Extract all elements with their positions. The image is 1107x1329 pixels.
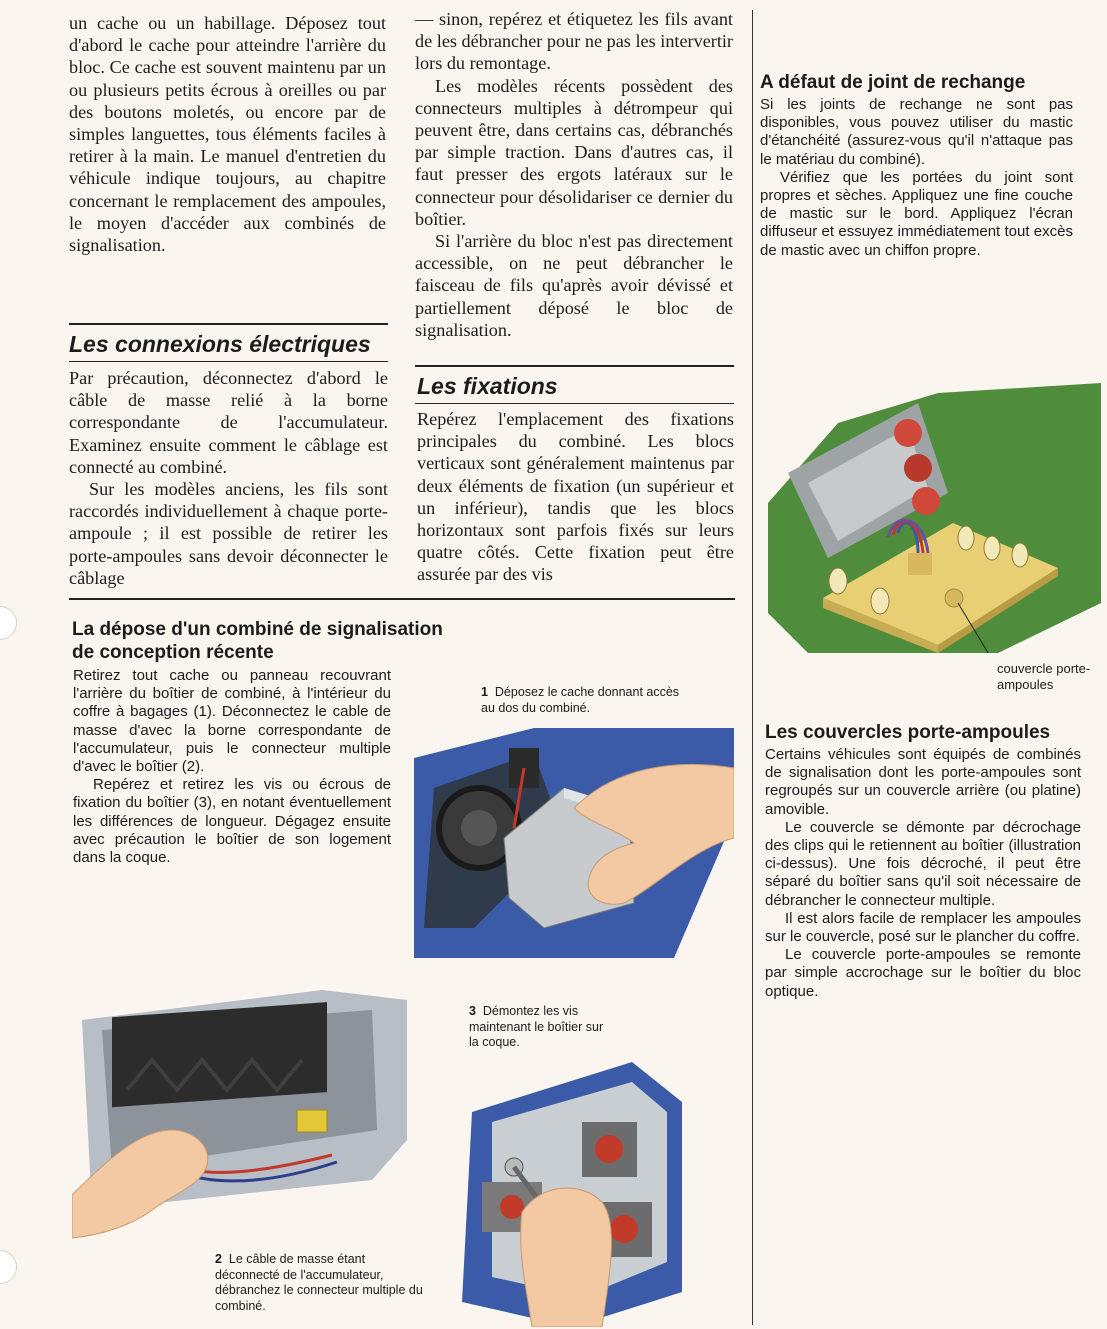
intro-paragraph: un cache ou un habillage. Déposez tout d'abord le cache pour atteindre l'arrière du bloc. Ce cache est souvent maintenu par un ou plusieurs petits écrous à oreilles ou par des boutons moletés, ou encore par de simples languettes, tous éléments faciles à retirer à la main. Le manuel d'entretien du véhicule indique toujours, au chapitre concernant le remplacement des ampoules, le moyen d'accéder aux combinés de signalisation. xyxy=(69,13,386,256)
connexions-paragraph-1: Par précaution, déconnectez d'abord le câble de masse relié à la borne correspondante de l'accumulateur. Examinez ensuite comment le câblage est connecté au combiné. xyxy=(69,368,388,477)
caption-3-text: Démontez les vis maintenant le boîtier sur la coque. xyxy=(469,1004,604,1049)
fixations-title: Les fixations xyxy=(417,373,558,399)
caption-2-text: Le câble de masse étant déconnecté de l'accumulateur, débranchez le connecteur multiple du combiné. xyxy=(215,1252,423,1313)
rule-fixations xyxy=(415,365,734,367)
col1-intro xyxy=(69,12,386,256)
rule-fixations-under xyxy=(415,403,734,404)
caption-3 xyxy=(469,1004,609,1051)
fixations-paragraph: Repérez l'emplacement des fixations principales du combiné. Les blocs verticaux sont généralement maintenus par deux éléments de fixation (un supérieur et un inférieur), tandis que les blocs horizontaux sont parfois fixés sur leurs quatre côtés. Cette fixation peut être assurée par des vis xyxy=(417,409,734,585)
couvercles-paragraph-2: Le couvercle se démonte par décrochage des clips qui le retiennent au boîtier (illustration ci-dessus). Une fois décroché, il peut être séparé du boîtier sans qu'il soit nécessaire de débrancher le connecteur multiple. xyxy=(765,818,1081,909)
col3-couvercles xyxy=(765,746,1081,1001)
binder-hole-top xyxy=(0,606,17,640)
depose-title-line-2: de conception récente xyxy=(72,642,274,663)
illustration-label: couvercle porte-ampoules xyxy=(997,661,1091,692)
rule-lower-section xyxy=(69,598,735,600)
rule-connexions-under xyxy=(69,361,388,362)
col2-paragraph-3: Si l'arrière du bloc n'est pas directement accessible, on ne peut débrancher le faisceau de fils qu'après avoir dévissé et partiellement déposé le bloc de signalisation. xyxy=(415,231,733,340)
rule-connexions xyxy=(69,323,388,325)
caption-1-text: Déposez le cache donnant accès au dos du combiné. xyxy=(481,685,680,715)
couvercles-title: Les couvercles porte-ampoules xyxy=(765,722,1051,743)
depose-body xyxy=(73,667,391,867)
couvercles-paragraph-1: Certains véhicules sont équipés de combinés de signalisation dont les porte-ampoules sont regroupés sur un couvercle arrière (ou platine) amovible. xyxy=(765,746,1081,818)
screwdriver-removal-illustration xyxy=(452,1062,682,1327)
depose-title-line-1: La dépose d'un combiné de signalisation xyxy=(72,619,443,640)
caption-1 xyxy=(481,685,691,716)
col2-fixations xyxy=(417,408,734,586)
caption-1-number: 1 xyxy=(481,685,488,699)
hand-removing-cover-illustration xyxy=(414,728,734,958)
defaut-paragraph-1: Si les joints de rechange ne sont pas disponibles, vous pouvez utiliser du mastic d'étanchéité (assurez-vous qu'il n'attaque pas le matériau du combiné). xyxy=(760,96,1073,168)
couvercles-paragraph-4: Le couvercle porte-ampoules se remonte par simple accrochage sur le boîtier du bloc optique. xyxy=(765,946,1081,1000)
connexions-paragraph-2: Sur les modèles anciens, les fils sont raccordés individuellement à chaque porte-ampoule ; il est possible de retirer les porte-ampoules sans devoir déconnecter le câblage xyxy=(69,479,388,588)
caption-2 xyxy=(215,1252,430,1314)
connector-unplug-illustration xyxy=(72,980,412,1240)
couvercles-paragraph-3: Il est alors facile de remplacer les ampoules sur le couvercle, posé sur le plancher du coffre. xyxy=(765,909,1081,946)
caption-2-number: 2 xyxy=(215,1252,222,1266)
defaut-paragraph-2: Vérifiez que les portées du joint sont propres et sèches. Appliquez une fine couche de mastic sur le bord. Appliquez l'écran diffuseur et essuyez immédiatement tout excès de mastic avec un chiffon propre. xyxy=(760,168,1073,259)
depose-title xyxy=(72,618,552,664)
bulb-cover-illustration xyxy=(768,383,1101,653)
col2-paragraph-2: Les modèles récents possèdent des connecteurs multiples à détrompeur qui peuvent être, dans certains cas, débranchés par simple traction. Dans d'autres cas, il faut presser des ergots latéraux sur le connecteur pour désolidariser ce dernier du boîtier. xyxy=(415,75,733,229)
depose-paragraph-1: Retirez tout cache ou panneau recouvrant l'arrière du boîtier de combiné, à l'intérieur du coffre à bagages (1). Déconnectez le cable de masse d'avec la borne correspondante de l'accumulateur, puis le connecteur multiple d'avec le boîtier (2). xyxy=(73,667,391,776)
col2-top xyxy=(415,8,733,341)
col3-defaut xyxy=(760,96,1073,260)
col1-connexions xyxy=(69,367,388,589)
binder-hole-bottom xyxy=(0,1250,17,1284)
connexions-title: Les connexions électriques xyxy=(69,331,371,357)
col2-paragraph-1: — sinon, repérez et étiquetez les fils avant de les débrancher pour ne pas les intervertir lors du remontage. xyxy=(415,9,733,74)
defaut-title: A défaut de joint de rechange xyxy=(760,72,1026,93)
column-separator xyxy=(752,10,753,1325)
depose-paragraph-2: Repérez et retirez les vis ou écrous de fixation du boîtier (3), en notant éventuellement les différences de longueur. Dégagez ensuite avec précaution le boîtier de son logement dans la coque. xyxy=(73,776,391,867)
caption-3-number: 3 xyxy=(469,1004,476,1018)
